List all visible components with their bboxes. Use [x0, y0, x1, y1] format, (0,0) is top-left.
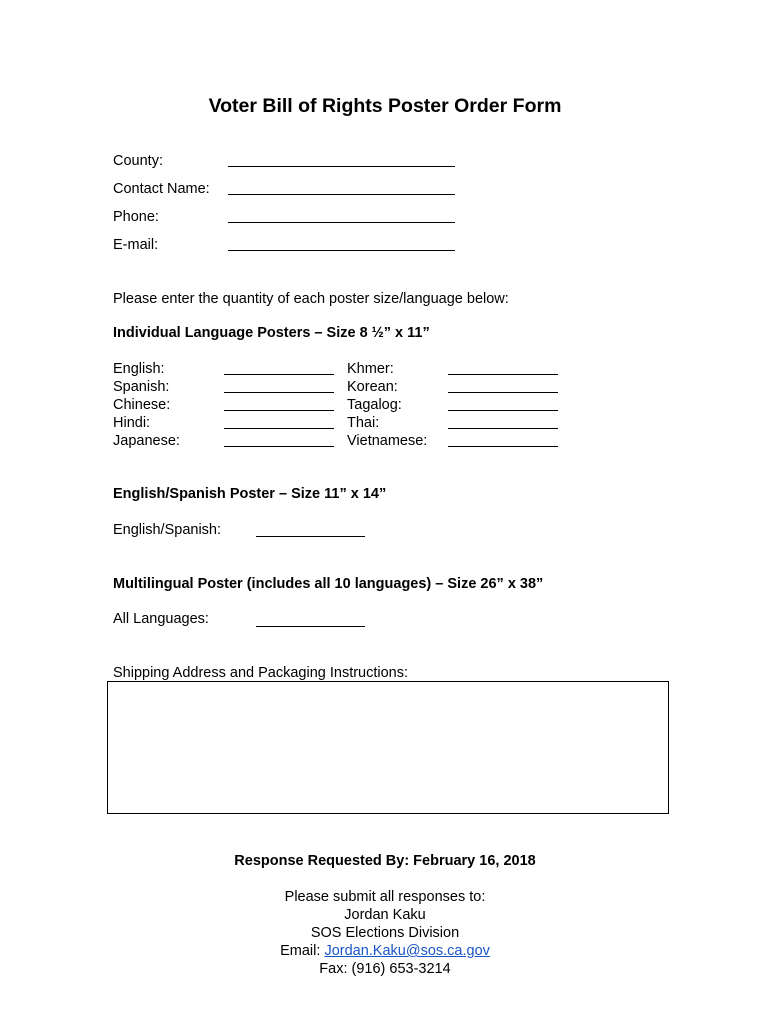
- language-label-tagalog: Tagalog:: [347, 397, 402, 413]
- language-label-vietnamese: Vietnamese:: [347, 433, 428, 449]
- language-label-english: English:: [113, 361, 165, 377]
- contact-fax: Fax: (916) 653-3214: [319, 961, 451, 977]
- quantity-instructions: Please enter the quantity of each poster size/language below:: [113, 291, 509, 307]
- quantity-field-hindi[interactable]: [224, 428, 334, 429]
- contact-person: Jordan Kaku: [344, 907, 426, 923]
- language-label-spanish: Spanish:: [113, 379, 170, 395]
- phone-label: Phone:: [113, 209, 159, 225]
- county-label: County:: [113, 153, 163, 169]
- quantity-field-spanish[interactable]: [224, 392, 334, 393]
- email-prefix: Email:: [280, 943, 325, 959]
- quantity-field-tagalog[interactable]: [448, 410, 558, 411]
- language-label-chinese: Chinese:: [113, 397, 171, 413]
- quantity-field-japanese[interactable]: [224, 446, 334, 447]
- quantity-field-all-languages[interactable]: [256, 626, 365, 627]
- contact-name-field[interactable]: [228, 194, 455, 195]
- contact-email-line: [0, 942, 770, 960]
- quantity-field-chinese[interactable]: [224, 410, 334, 411]
- response-deadline: Response Requested By: February 16, 2018: [234, 853, 536, 869]
- language-label-japanese: Japanese:: [113, 433, 180, 449]
- quantity-field-english-spanish[interactable]: [256, 536, 365, 537]
- quantity-field-vietnamese[interactable]: [448, 446, 558, 447]
- quantity-field-english[interactable]: [224, 374, 334, 375]
- quantity-field-thai[interactable]: [448, 428, 558, 429]
- phone-field[interactable]: [228, 222, 455, 223]
- shipping-instructions-box[interactable]: [107, 681, 669, 814]
- contact-division: SOS Elections Division: [310, 925, 460, 941]
- multilingual-heading: Multilingual Poster (includes all 10 languages) – Size 26” x 38”: [113, 576, 544, 592]
- language-label-khmer: Khmer:: [347, 361, 394, 377]
- county-field[interactable]: [228, 166, 455, 167]
- english-spanish-label: English/Spanish:: [113, 522, 222, 538]
- all-languages-label: All Languages:: [113, 611, 209, 627]
- language-label-hindi: Hindi:: [113, 415, 151, 431]
- language-label-korean: Korean:: [347, 379, 398, 395]
- quantity-field-korean[interactable]: [448, 392, 558, 393]
- page-title: Voter Bill of Rights Poster Order Form: [208, 95, 562, 117]
- email-field[interactable]: [228, 250, 455, 251]
- email-label: E-mail:: [113, 237, 159, 253]
- language-label-thai: Thai:: [347, 415, 380, 431]
- quantity-field-khmer[interactable]: [448, 374, 558, 375]
- contact-name-label: Contact Name:: [113, 181, 210, 197]
- english-spanish-heading: English/Spanish Poster – Size 11” x 14”: [113, 486, 387, 502]
- submit-instructions: Please submit all responses to:: [284, 889, 486, 905]
- shipping-label: Shipping Address and Packaging Instructions:: [113, 665, 409, 681]
- email-link[interactable]: Jordan.Kaku@sos.ca.gov: [324, 943, 490, 959]
- individual-posters-heading: Individual Language Posters – Size 8 ½” x 11”: [113, 325, 430, 341]
